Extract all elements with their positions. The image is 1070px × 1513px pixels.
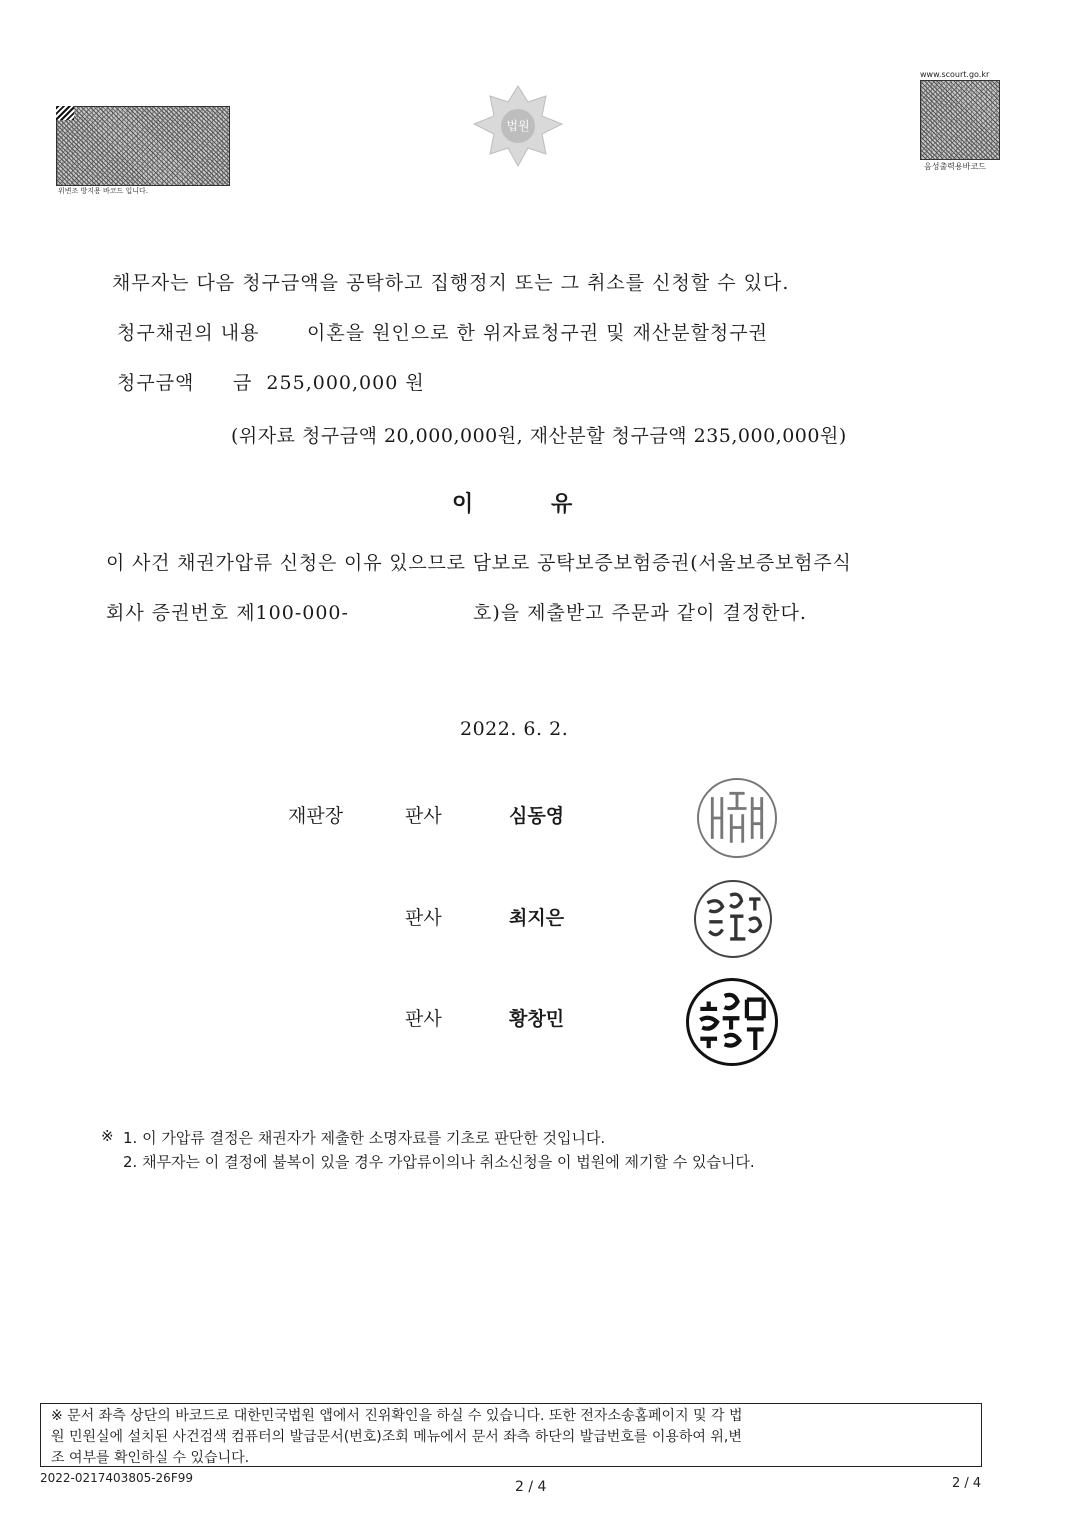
judge-3-seal — [686, 978, 778, 1066]
reason-heading-2: 유 — [551, 491, 573, 517]
reason-line-1: 이 사건 채권가압류 신청은 이유 있으므로 담보로 공탁보증보험증권(서울보증보험주식 — [106, 552, 852, 574]
notice-line-1: ※ 문서 좌측 상단의 바코드로 대한민국법원 앱에서 진위확인을 하실 수 있습니다. 또한 전자소송홈페이지 및 각 법 — [51, 1408, 743, 1424]
voice-output-qr-code — [920, 80, 1000, 160]
body-line-deposit: 채무자는 다음 청구금액을 공탁하고 집행정지 또는 그 취소를 신청할 수 있다. — [112, 272, 790, 294]
emblem-label: 법원 — [506, 119, 530, 133]
reason-heading-1: 이 — [452, 491, 474, 517]
note-2: 2. 채무자는 이 결정에 불복이 있을 경우 가압류이의나 취소신청을 이 법원에 제기할 수 있습니다. — [123, 1153, 755, 1171]
site-url: www.scourt.go.kr — [920, 70, 990, 79]
judge-1-seal — [697, 778, 777, 858]
judge-1-title: 판사 — [405, 805, 442, 827]
page-number-center: 2 / 4 — [515, 1479, 547, 1495]
judge-1-role: 재판장 — [288, 805, 344, 827]
claim-value: 이혼을 원인으로 한 위자료청구권 및 재산분할청구권 — [307, 322, 768, 344]
judge-1-name: 심동영 — [509, 805, 565, 827]
verification-notice-box — [40, 1403, 982, 1467]
judge-2-name: 최지은 — [509, 907, 565, 929]
reason-line-2-start: 회사 증권번호 제100-000- — [106, 602, 349, 624]
barcode-caption: 위변조 방지용 바코드 입니다. — [58, 187, 149, 195]
issue-number: 2022-0217403805-26F99 — [40, 1471, 193, 1485]
page-number-right: 2 / 4 — [952, 1476, 982, 1491]
reason-line-2-end: 호)을 제출받고 주문과 같이 결정한다. — [473, 602, 807, 624]
judge-2-title: 판사 — [405, 907, 442, 929]
notice-line-3: 조 여부를 확인하실 수 있습니다. — [51, 1450, 250, 1466]
amount-detail: (위자료 청구금액 20,000,000원, 재산분할 청구금액 235,000,000원) — [231, 425, 847, 447]
qr-caption: 음성출력용바코드 — [924, 162, 986, 171]
anti-forgery-barcode — [56, 106, 230, 186]
notice-line-2: 원 민원실에 설치된 사건검색 컴퓨터의 발급문서(번호)조회 메뉴에서 문서 좌측 하단의 발급번호를 이용하여 위,변 — [51, 1429, 742, 1445]
amount-label: 청구금액 — [117, 372, 195, 394]
note-1: 1. 이 가압류 결정은 채권자가 제출한 소명자료를 기초로 판단한 것입니다. — [123, 1129, 606, 1147]
claim-label: 청구채권의 내용 — [117, 322, 260, 344]
judge-2-seal — [694, 880, 772, 958]
barcode-corner-mark — [56, 106, 74, 120]
notes-mark: ※ — [101, 1127, 114, 1145]
amount-value: 금 255,000,000 원 — [233, 372, 425, 394]
judge-3-title: 판사 — [405, 1008, 442, 1030]
decision-date: 2022. 6. 2. — [460, 718, 569, 740]
judge-3-name: 황창민 — [509, 1008, 565, 1030]
